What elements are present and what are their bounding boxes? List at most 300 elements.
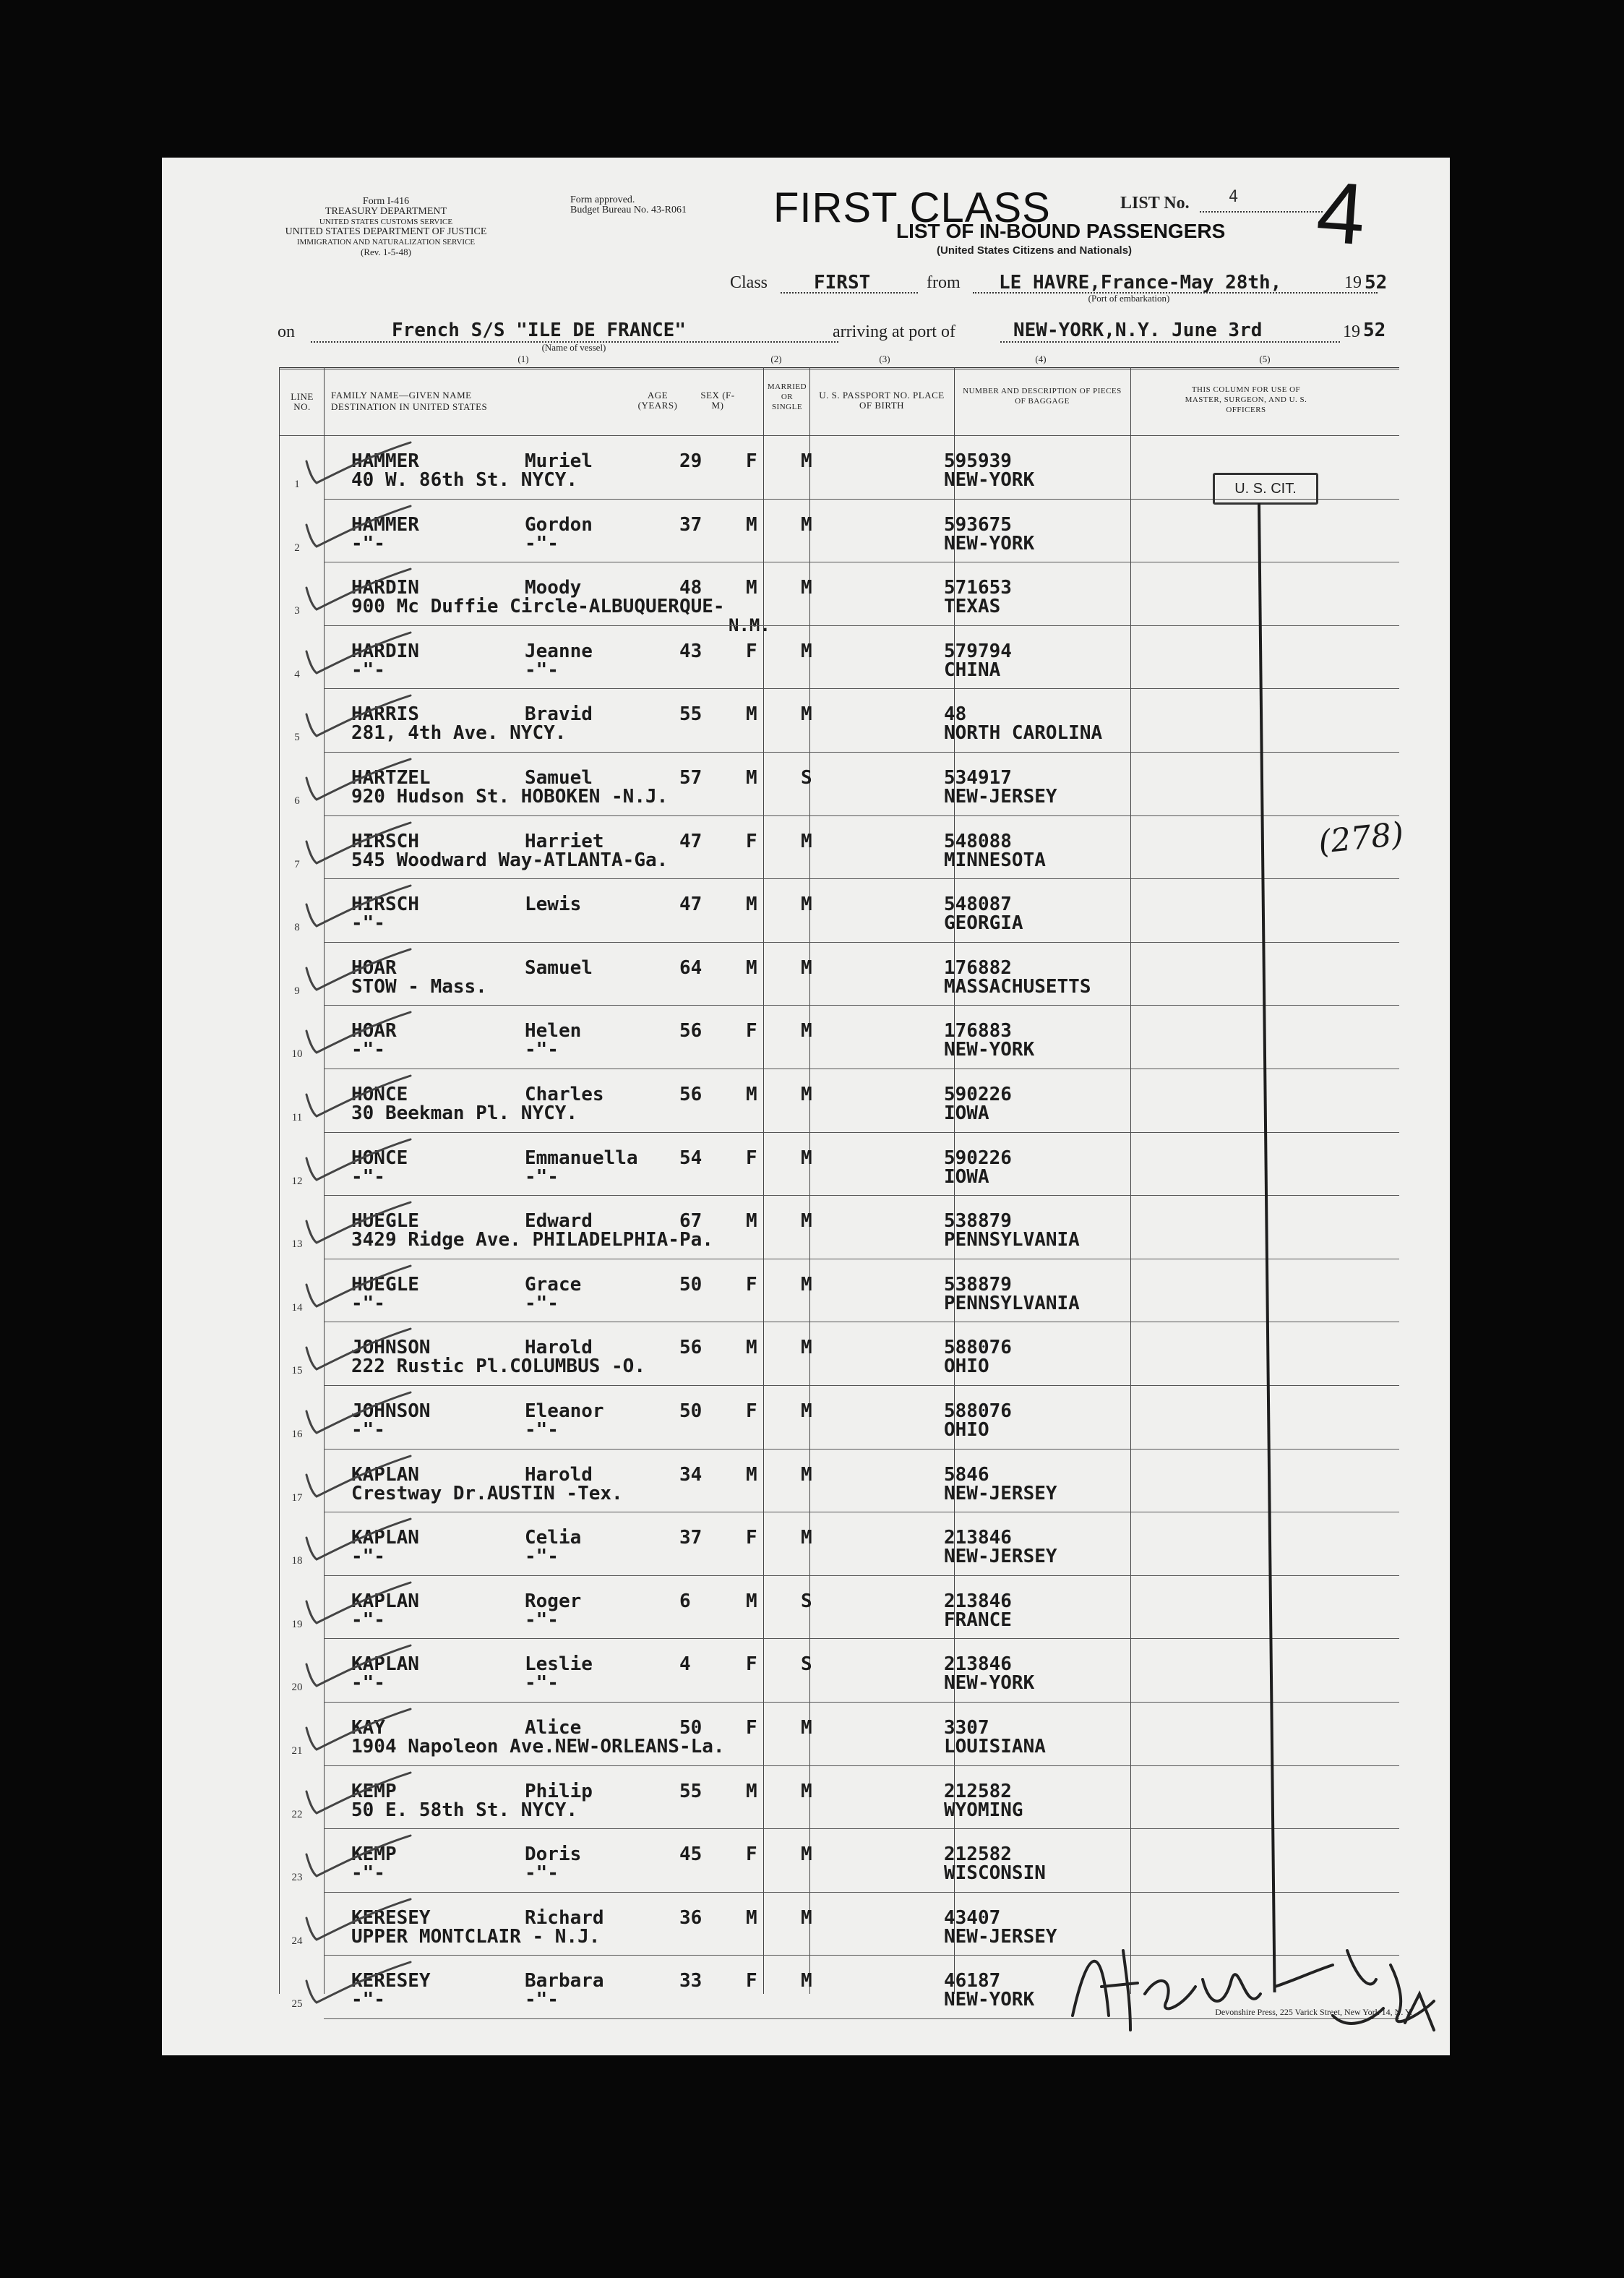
- given-ditto: -"-: [525, 1862, 559, 1885]
- family-name: KEMP: [351, 1780, 397, 1802]
- given-ditto: -"-: [525, 1165, 559, 1188]
- family-name: HUEGLE: [351, 1273, 419, 1296]
- passport-number: 213846: [944, 1527, 1012, 1549]
- table-row: [279, 499, 1399, 562]
- family-name: HARRIS: [351, 703, 419, 726]
- line-number: 6: [294, 795, 300, 807]
- marital-status: M: [801, 1717, 812, 1739]
- family-name: HIRSCH: [351, 894, 419, 916]
- family-name: HARTZEL: [351, 767, 431, 789]
- check-mark-icon: [302, 1326, 418, 1376]
- line-number: 7: [294, 858, 300, 870]
- destination: -"-: [351, 1989, 385, 2011]
- check-mark-icon: [302, 1009, 418, 1060]
- table-row: [279, 878, 1399, 942]
- given-ditto: -"-: [525, 1989, 559, 2011]
- line-number: 1: [294, 479, 300, 490]
- destination: 3429 Ridge Ave. PHILADELPHIA-Pa.: [351, 1229, 713, 1251]
- given-name: Harold: [525, 1337, 593, 1359]
- given-name: Richard: [525, 1906, 604, 1929]
- passport-number: 548088: [944, 830, 1012, 852]
- age: 64: [679, 956, 703, 979]
- sex: M: [746, 577, 757, 599]
- justice-dept: UNITED STATES DEPARTMENT OF JUSTICE: [285, 226, 487, 237]
- table-row: [279, 688, 1399, 752]
- place-of-birth: MINNESOTA: [944, 849, 1046, 871]
- line-number: 18: [291, 1555, 303, 1567]
- passport-number: 3307: [944, 1717, 989, 1739]
- customs-service: UNITED STATES CUSTOMS SERVICE: [319, 218, 453, 226]
- sex: F: [746, 450, 757, 472]
- table-row: [279, 1195, 1399, 1259]
- marital-status: S: [801, 767, 812, 789]
- place-of-birth: TEXAS: [944, 596, 1001, 618]
- check-mark-icon: [302, 1263, 418, 1314]
- age: 47: [679, 894, 703, 916]
- line-number: 22: [291, 1808, 303, 1820]
- check-mark-icon: [302, 820, 418, 870]
- given-ditto: -"-: [525, 1039, 559, 1061]
- marital-status: S: [801, 1590, 812, 1612]
- table-row: [279, 1322, 1399, 1385]
- given-ditto: -"-: [525, 1546, 559, 1568]
- check-mark-icon: [302, 1770, 418, 1820]
- table-row: [279, 1828, 1399, 1892]
- marital-status: M: [801, 956, 812, 979]
- given-name: Philip: [525, 1780, 593, 1802]
- check-mark-icon: [302, 440, 418, 490]
- destination: 545 Woodward Way-ATLANTA-Ga.: [351, 849, 669, 871]
- table-row: [279, 752, 1399, 815]
- bracket-number: (278): [1316, 815, 1406, 862]
- list-no-value: 4: [1229, 188, 1239, 206]
- family-name: HAMMER: [351, 513, 419, 536]
- marital-status: M: [801, 1970, 812, 1992]
- check-mark-icon: [302, 1580, 418, 1630]
- place-of-birth: WISCONSIN: [944, 1862, 1046, 1885]
- line-number: 19: [291, 1618, 303, 1630]
- age: 36: [679, 1906, 703, 1929]
- form-approved: Form approved.: [570, 194, 635, 205]
- age: 29: [679, 450, 703, 472]
- check-mark-icon: [302, 1390, 418, 1440]
- age: 57: [679, 767, 703, 789]
- col-num-2: (2): [770, 354, 782, 364]
- destination: 920 Hudson St. HOBOKEN -N.J.: [351, 786, 669, 808]
- given-name: Harriet: [525, 830, 604, 852]
- header-officers: THIS COLUMN FOR USE OF MASTER, SURGEON, AND U. S. OFFICERS: [1185, 385, 1307, 414]
- passport-number: 176883: [944, 1020, 1012, 1042]
- table-row: [279, 1385, 1399, 1449]
- age: 33: [679, 1970, 703, 1992]
- passport-number: 176882: [944, 956, 1012, 979]
- marital-status: M: [801, 1084, 812, 1105]
- budget-block: [570, 195, 758, 215]
- place-of-birth: GEORGIA: [944, 912, 1023, 935]
- age: 43: [679, 640, 703, 662]
- passport-number: 212582: [944, 1780, 1012, 1802]
- form-revision: (Rev. 1-5-48): [361, 247, 411, 257]
- family-name: KAPLAN: [351, 1527, 419, 1549]
- destination: 50 E. 58th St. NYCY.: [351, 1799, 578, 1821]
- destination: -"-: [351, 1292, 385, 1314]
- destination: -"-: [351, 1419, 385, 1441]
- budget-bureau: Budget Bureau No. 43-R061: [570, 205, 687, 215]
- marital-status: M: [801, 1400, 812, 1422]
- header-baggage: NUMBER AND DESCRIPTION OF PIECES OF BAGGAGE: [963, 387, 1122, 406]
- destination: -"-: [351, 1609, 385, 1631]
- passport-number: 213846: [944, 1590, 1012, 1612]
- sex: M: [746, 1084, 757, 1105]
- table-row: [279, 1702, 1399, 1765]
- check-mark-icon: [302, 756, 418, 807]
- family-name: HOAR: [351, 1020, 397, 1042]
- destination: -"-: [351, 912, 385, 935]
- line-number: 13: [291, 1238, 303, 1251]
- age: 4: [679, 1653, 691, 1676]
- destination: 40 W. 86th St. NYCY.: [351, 469, 578, 491]
- form-agency-block: [270, 197, 502, 257]
- given-ditto: -"-: [525, 1419, 559, 1441]
- officer-signature: [1058, 1907, 1463, 2052]
- age: 50: [679, 1400, 703, 1422]
- given-name: Gordon: [525, 513, 593, 536]
- age: 6: [679, 1590, 691, 1612]
- given-name: Eleanor: [525, 1400, 604, 1422]
- destination: STOW - Mass.: [351, 975, 487, 998]
- sex: F: [746, 1653, 757, 1676]
- marital-status: M: [801, 577, 812, 599]
- table-row: [279, 1512, 1399, 1575]
- given-ditto: -"-: [525, 532, 559, 554]
- destination: 900 Mc Duffie Circle-ALBUQUERQUE-: [351, 596, 725, 618]
- given-name: Celia: [525, 1527, 582, 1549]
- destination: -"-: [351, 532, 385, 554]
- place-of-birth: NEW-JERSEY: [944, 1925, 1057, 1948]
- sex: M: [746, 1590, 757, 1612]
- family-name: KERESEY: [351, 1970, 431, 1992]
- destination: 30 Beekman Pl. NYCY.: [351, 1102, 578, 1124]
- check-mark-icon: [302, 566, 418, 617]
- given-name: Lewis: [525, 894, 582, 916]
- col-num-4: (4): [1035, 354, 1047, 364]
- printer-footer: Devonshire Press, 225 Varick Street, New York 14, N. Y.: [1215, 2007, 1412, 2017]
- passport-number: 548087: [944, 894, 1012, 916]
- given-name: Charles: [525, 1084, 604, 1105]
- passport-number: 588076: [944, 1400, 1012, 1422]
- check-mark-icon: [302, 1706, 418, 1757]
- sex: F: [746, 1970, 757, 1992]
- place-of-birth: IOWA: [944, 1102, 989, 1124]
- age: 55: [679, 703, 703, 726]
- given-name: Samuel: [525, 956, 593, 979]
- place-of-birth: NEW-YORK: [944, 532, 1035, 554]
- col-num-3: (3): [879, 354, 890, 364]
- place-of-birth: WYOMING: [944, 1799, 1023, 1821]
- destination: UPPER MONTCLAIR - N.J.: [351, 1925, 601, 1948]
- family-name: HAMMER: [351, 450, 419, 472]
- table-row: [279, 1005, 1399, 1069]
- destination: 222 Rustic Pl.COLUMBUS -O.: [351, 1356, 645, 1378]
- marital-status: M: [801, 450, 812, 472]
- sex: F: [746, 1400, 757, 1422]
- sex: M: [746, 894, 757, 916]
- destination: -"-: [351, 1165, 385, 1188]
- place-of-birth: CHINA: [944, 659, 1001, 681]
- marital-status: S: [801, 1653, 812, 1676]
- sex: F: [746, 1020, 757, 1042]
- table-row: [279, 562, 1399, 636]
- marital-status: M: [801, 1147, 812, 1169]
- list-subtitle: (United States Citizens and Nationals): [937, 244, 1133, 257]
- place-of-birth: NEW-YORK: [944, 469, 1035, 491]
- header-line-no: LINE NO.: [291, 391, 314, 412]
- marital-status: M: [801, 894, 812, 916]
- line-number: 17: [291, 1491, 303, 1504]
- line-number: 14: [291, 1301, 303, 1314]
- place-of-birth: LOUISIANA: [944, 1736, 1046, 1757]
- given-ditto: -"-: [525, 1609, 559, 1631]
- line-number: 21: [291, 1745, 303, 1757]
- big-list-number: 4: [1313, 163, 1369, 264]
- on-label: on: [278, 322, 295, 341]
- table-row: [279, 1069, 1399, 1132]
- col-num-1: (1): [517, 354, 529, 364]
- from-year: 52: [1365, 272, 1388, 294]
- check-mark-icon: [302, 1833, 418, 1883]
- sex: M: [746, 1337, 757, 1359]
- place-of-birth: IOWA: [944, 1165, 989, 1188]
- given-ditto: -"-: [525, 659, 559, 681]
- line-number: 25: [291, 1998, 303, 2011]
- age: 50: [679, 1717, 703, 1739]
- destination-cont: N.M.: [729, 615, 770, 636]
- vessel-caption: (Name of vessel): [541, 342, 606, 353]
- family-name: HIRSCH: [351, 830, 419, 852]
- passport-number: 579794: [944, 640, 1012, 662]
- passport-number: 5846: [944, 1463, 989, 1486]
- sex: F: [746, 1147, 757, 1169]
- age: 54: [679, 1147, 703, 1169]
- passport-number: 213846: [944, 1653, 1012, 1676]
- family-name: KAPLAN: [351, 1653, 419, 1676]
- sex: M: [746, 1906, 757, 1929]
- col-num-5: (5): [1259, 354, 1271, 364]
- marital-status: M: [801, 513, 812, 536]
- destination: Crestway Dr.AUSTIN -Tex.: [351, 1482, 623, 1504]
- family-name: HOAR: [351, 956, 397, 979]
- place-of-birth: NEW-JERSEY: [944, 786, 1057, 808]
- passport-number: 534917: [944, 767, 1012, 789]
- destination: 1904 Napoleon Ave.NEW-ORLEANS-La.: [351, 1736, 725, 1757]
- treasury-dept: TREASURY DEPARTMENT: [325, 206, 447, 217]
- class-label: Class: [730, 273, 768, 292]
- marital-status: M: [801, 1337, 812, 1359]
- given-name: Alice: [525, 1717, 582, 1739]
- family-name: HARDIN: [351, 640, 419, 662]
- given-name: Leslie: [525, 1653, 593, 1676]
- family-name: HUEGLE: [351, 1210, 419, 1233]
- given-name: Harold: [525, 1463, 593, 1486]
- line-number: 16: [291, 1429, 303, 1440]
- sex: F: [746, 1844, 757, 1866]
- age: 50: [679, 1273, 703, 1296]
- check-mark-icon: [302, 503, 418, 554]
- table-row: [279, 1449, 1399, 1512]
- age: 47: [679, 830, 703, 852]
- family-name: KAPLAN: [351, 1590, 419, 1612]
- destination: -"-: [351, 1862, 385, 1885]
- check-mark-icon: [302, 1136, 418, 1187]
- line-number: 15: [291, 1365, 303, 1377]
- passport-number: 212582: [944, 1844, 1012, 1866]
- place-of-birth: OHIO: [944, 1356, 989, 1378]
- list-title: LIST OF IN-BOUND PASSENGERS: [896, 220, 1226, 242]
- table-row: [279, 625, 1399, 689]
- table-row: [279, 815, 1399, 879]
- place-of-birth: NEW-JERSEY: [944, 1546, 1057, 1568]
- list-no-label: LIST No.: [1120, 194, 1190, 213]
- ins-service: IMMIGRATION AND NATURALIZATION SERVICE: [296, 238, 476, 247]
- marital-status: M: [801, 830, 812, 852]
- age: 67: [679, 1210, 703, 1233]
- given-ditto: -"-: [525, 1672, 559, 1695]
- place-of-birth: FRANCE: [944, 1609, 1012, 1631]
- family-name: KERESEY: [351, 1906, 431, 1929]
- destination: -"-: [351, 1672, 385, 1695]
- header-destination: DESTINATION IN UNITED STATES: [331, 401, 488, 412]
- vessel-value: French S/S "ILE DE FRANCE": [392, 320, 686, 341]
- sex: F: [746, 1273, 757, 1296]
- line-number: 12: [291, 1175, 303, 1187]
- line-number: 23: [291, 1872, 303, 1884]
- line-number: 9: [294, 985, 300, 997]
- sex: M: [746, 1463, 757, 1486]
- table-row: [279, 1638, 1399, 1702]
- check-mark-icon: [302, 946, 418, 997]
- given-name: Moody: [525, 577, 582, 599]
- passport-number: 595939: [944, 450, 1012, 472]
- place-of-birth: PENNSYLVANIA: [944, 1229, 1080, 1251]
- line-number: 10: [291, 1048, 303, 1061]
- marital-status: M: [801, 1273, 812, 1296]
- check-mark-icon: [302, 693, 418, 743]
- family-name: HONCE: [351, 1084, 408, 1105]
- sex: M: [746, 767, 757, 789]
- sex: M: [746, 513, 757, 536]
- given-name: Samuel: [525, 767, 593, 789]
- header-sex: SEX (F-M): [700, 390, 735, 411]
- sex: F: [746, 830, 757, 852]
- passport-number: 588076: [944, 1337, 1012, 1359]
- from-value: LE HAVRE,France-May 28th,: [999, 272, 1282, 294]
- age: 48: [679, 577, 703, 599]
- arrival-value: NEW-YORK,N.Y. June 3rd: [1013, 320, 1263, 341]
- age: 34: [679, 1463, 703, 1486]
- line-number: 4: [294, 668, 300, 680]
- check-mark-icon: [302, 1073, 418, 1123]
- table-row: [279, 1132, 1399, 1196]
- age: 45: [679, 1844, 703, 1866]
- passport-number: 538879: [944, 1273, 1012, 1296]
- sex: M: [746, 1210, 757, 1233]
- line-number: 3: [294, 605, 300, 617]
- form-number: Form I-416: [362, 196, 410, 207]
- family-name: KEMP: [351, 1844, 397, 1866]
- given-name: Bravid: [525, 703, 593, 726]
- line-number: 11: [291, 1112, 303, 1123]
- table-row: [279, 1575, 1399, 1639]
- marital-status: M: [801, 1780, 812, 1802]
- age: 56: [679, 1020, 703, 1042]
- header-name: FAMILY NAME—GIVEN NAME: [331, 390, 472, 401]
- given-name: Muriel: [525, 450, 593, 472]
- passport-number: 571653: [944, 577, 1012, 599]
- embarkation-caption: (Port of embarkation): [1088, 293, 1170, 304]
- check-mark-icon: [302, 1643, 418, 1693]
- header-age: AGE (YEARS): [637, 390, 678, 411]
- given-name: Edward: [525, 1210, 593, 1233]
- sex: M: [746, 703, 757, 726]
- first-class-stamp: FIRST CLASS: [773, 184, 1051, 231]
- sex: F: [746, 640, 757, 662]
- marital-status: M: [801, 1210, 812, 1233]
- family-name: KAY: [351, 1717, 385, 1739]
- from-year-prefix: 19: [1344, 273, 1362, 292]
- sex: F: [746, 1527, 757, 1549]
- place-of-birth: NEW-YORK: [944, 1672, 1035, 1695]
- header-passport: U. S. PASSPORT NO. PLACE OF BIRTH: [819, 390, 945, 411]
- given-name: Barbara: [525, 1970, 604, 1992]
- line-number: 2: [294, 541, 300, 554]
- destination: 281, 4th Ave. NYCY.: [351, 722, 567, 745]
- manifest-sheet: [162, 158, 1450, 2055]
- marital-status: M: [801, 1463, 812, 1486]
- sex: M: [746, 1780, 757, 1802]
- class-value: FIRST: [814, 272, 871, 294]
- family-name: KAPLAN: [351, 1463, 419, 1486]
- header-married: MARRIED OR SINGLE: [767, 382, 807, 411]
- check-mark-icon: [302, 1896, 418, 1947]
- check-mark-icon: [302, 630, 418, 680]
- from-label: from: [927, 273, 961, 292]
- age: 37: [679, 1527, 703, 1549]
- marital-status: M: [801, 1020, 812, 1042]
- passport-number: 48: [944, 703, 967, 726]
- line-number: 20: [291, 1682, 303, 1694]
- us-cit-stamp: U. S. CIT.: [1213, 473, 1318, 505]
- destination: -"-: [351, 1039, 385, 1061]
- table-row: [279, 1765, 1399, 1829]
- marital-status: M: [801, 1906, 812, 1929]
- table-row: [279, 1259, 1399, 1322]
- marital-status: M: [801, 640, 812, 662]
- line-number: 24: [291, 1935, 303, 1947]
- check-mark-icon: [302, 883, 418, 933]
- given-name: Grace: [525, 1273, 582, 1296]
- place-of-birth: NEW-YORK: [944, 1989, 1035, 2011]
- place-of-birth: NEW-YORK: [944, 1039, 1035, 1061]
- place-of-birth: NEW-JERSEY: [944, 1482, 1057, 1504]
- check-mark-icon: [302, 1453, 418, 1504]
- sex: M: [746, 956, 757, 979]
- given-name: Jeanne: [525, 640, 593, 662]
- passport-number: 593675: [944, 513, 1012, 536]
- arrival-year: 52: [1363, 320, 1386, 341]
- passport-number: 590226: [944, 1084, 1012, 1105]
- place-of-birth: PENNSYLVANIA: [944, 1292, 1080, 1314]
- table-row: [279, 942, 1399, 1006]
